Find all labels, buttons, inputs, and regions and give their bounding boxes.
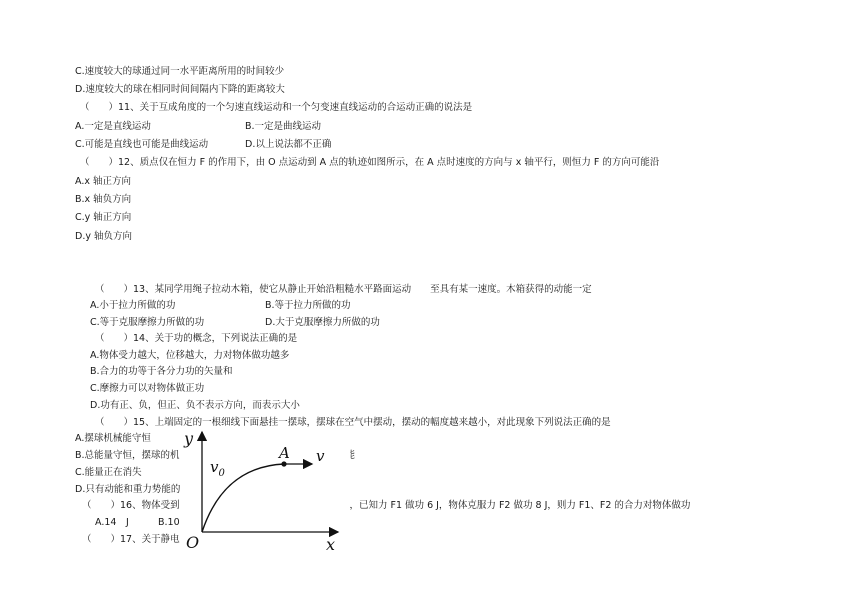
q13-option-a: A.小于拉力所做的功 xyxy=(90,300,176,311)
q15-option-b: B.总能量守恒，摆球的机 xyxy=(75,450,180,461)
q10-option-d: D.速度较大的球在相同时间间隔内下降的距离较大 xyxy=(75,84,285,95)
q13-option-d: D.大于克服摩擦力所做的功 xyxy=(265,317,380,328)
q17-stem: （ ）17、关于静电 xyxy=(82,534,180,545)
q15-option-b-tail: 为能 xyxy=(336,450,356,461)
q14-option-d: D.功有正、负，但正、负不表示方向，而表示大小 xyxy=(90,400,300,411)
v-label: v xyxy=(316,447,325,465)
x-axis-label: x xyxy=(326,535,336,554)
q12-option-b: B.x 轴负方向 xyxy=(75,194,132,205)
q13-option-b: B.等于拉力所做的功 xyxy=(265,300,351,311)
q14-option-b: B.合力的功等于各分力功的矢量和 xyxy=(90,366,233,377)
point-a-label: A xyxy=(279,444,290,462)
q14-option-a: A.物体受力越大，位移越大，力对物体做功越多 xyxy=(90,350,290,361)
y-axis-label: y xyxy=(184,429,194,448)
q11-option-a: A.一定是直线运动 xyxy=(75,121,151,132)
q11-option-c: C.可能是直线也可能是曲线运动 xyxy=(75,139,209,150)
q15-option-c: C.能量正在消失 xyxy=(75,467,142,478)
trajectory-figure xyxy=(180,428,350,554)
q12-option-d: D.y 轴负方向 xyxy=(75,231,132,242)
point-a-dot xyxy=(281,461,286,466)
v0-label: $v_0$ xyxy=(210,458,225,479)
q13-option-c: C.等于克服摩擦力所做的功 xyxy=(90,317,205,328)
origin-label: O xyxy=(186,533,200,552)
q15-option-a: A.摆球机械能守恒 xyxy=(75,433,151,444)
q15-stem: （ ）15、上端固定的一根细线下面悬挂一摆球，摆球在空气中摆动，摆动的幅度越来越小，对此现象下列说法正确的是 xyxy=(95,417,611,428)
q11-option-b: B.一定是曲线运动 xyxy=(245,121,322,132)
q11-option-d: D.以上说法都不正确 xyxy=(245,139,332,150)
q14-stem: （ ）14、关于功的概念，下列说法正确的是 xyxy=(95,333,298,344)
q15-option-d: D.只有动能和重力势能的 xyxy=(75,484,181,495)
q11-stem: （ ）11、关于互成角度的一个匀速直线运动和一个匀变速直线运动的合运动正确的说法是 xyxy=(80,102,473,113)
q16-option-b: B.10 xyxy=(158,517,180,528)
q16-stem-start: （ ）16、物体受到 xyxy=(82,500,180,511)
q10-option-c: C.速度较大的球通过同一水平距离所用的时间较少 xyxy=(75,66,285,77)
q12-option-c: C.y 轴正方向 xyxy=(75,212,132,223)
q16-stem-end: 动，已知力 F1 做功 6 J，物体克服力 F2 做功 8 J，则力 F1、F2 的合力对物体做功 xyxy=(340,500,691,511)
q12-stem: （ ）12、质点仅在恒力 F 的作用下，由 O 点运动到 A 点的轨迹如图所示，在 A 点时速度的方向与 x 轴平行，则恒力 F 的方向可能沿 xyxy=(80,157,660,168)
q12-option-a: A.x 轴正方向 xyxy=(75,176,131,187)
q14-option-c: C.摩擦力可以对物体做正功 xyxy=(90,383,205,394)
q16-option-a: A.14 J xyxy=(95,517,129,528)
q13-stem: （ ）13、某同学用绳子拉动木箱，使它从静止开始沿粗糙水平路面运动 至具有某一速度。木箱获得的动能一定 xyxy=(95,284,592,295)
